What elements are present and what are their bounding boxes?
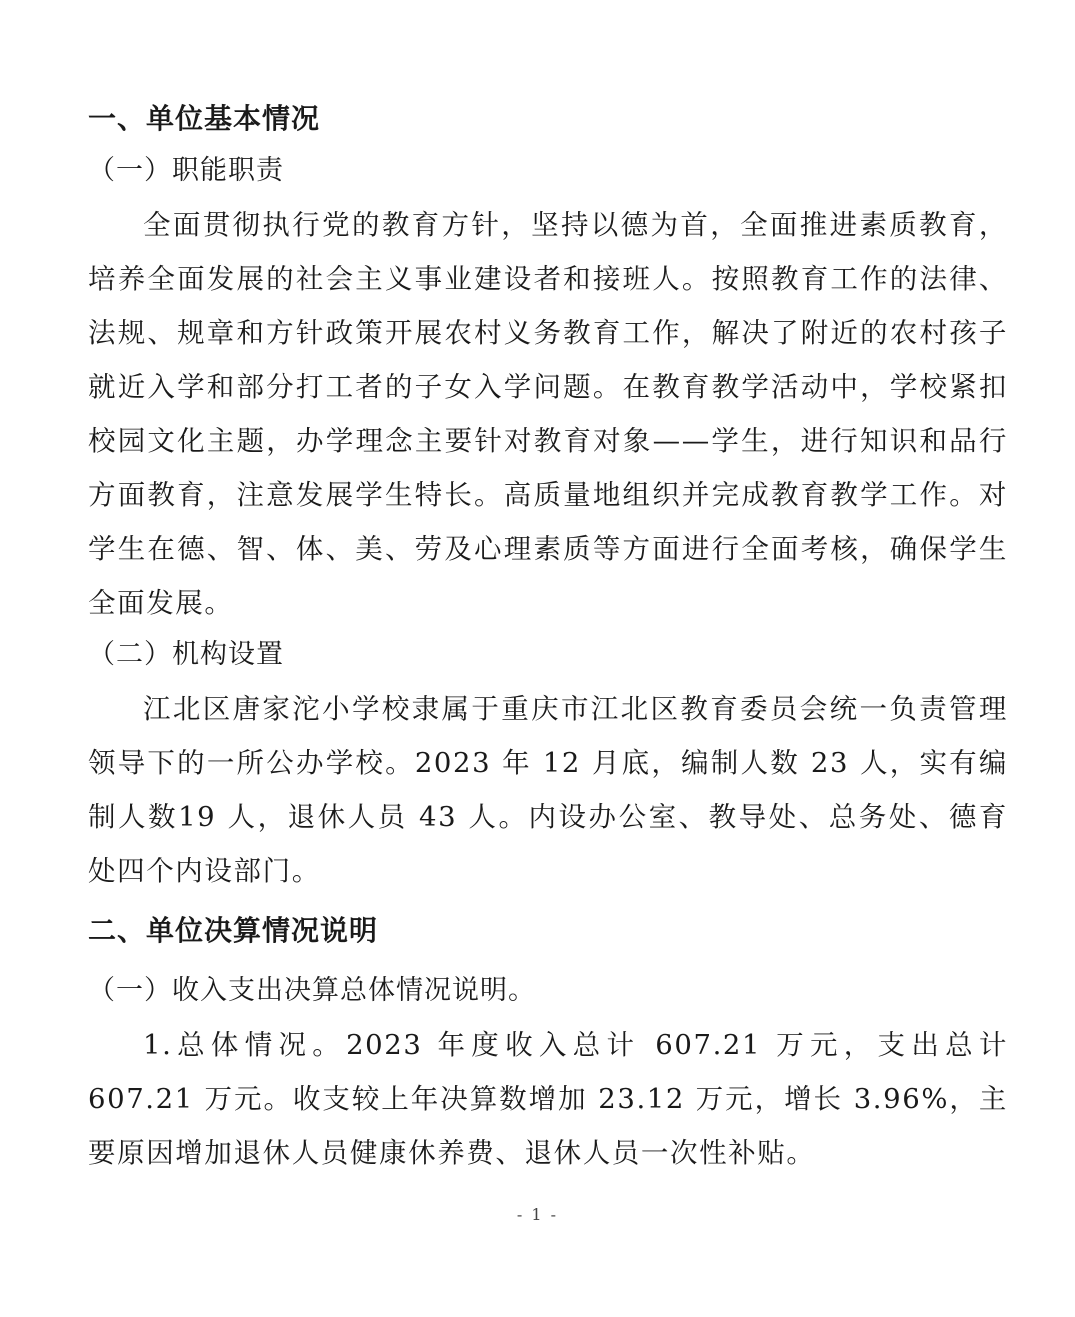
section-2-sub-1-heading: （一）收入支出决算总体情况说明。 — [88, 975, 536, 1006]
document-page — [88, 96, 1008, 1182]
overall-situation-paragraph: 1.总体情况。2023 年度收入总计 607.21 万元，支出总计 607.21 万元。收支较上年决算数增加 23.12 万元，增长 3.96%，主要原因增加退休人员健康休养费、退休人员一次性补贴。 — [88, 1029, 1008, 1169]
section-2-heading: 二、单位决算情况说明 — [88, 914, 379, 947]
page-number: - 1 - — [516, 1205, 559, 1224]
duties-paragraph: 全面贯彻执行党的教育方针，坚持以德为首，全面推进素质教育，培养全面发展的社会主义事业建设者和接班人。按照教育工作的法律、法规、规章和方针政策开展农村义务教育工作，解决了附近的农村孩子就近入学和部分打工者的子女入学问题。在教育教学活动中，学校紧扣校园文化主题，办学理念主要针对教育对象——学生，进行知识和品行方面教育，注意发展学生特长。高质量地组织并完成教育教学工作。对学生在德、智、体、美、劳及心理素质等方面进行全面考核，确保学生全面发展。 — [88, 209, 1008, 619]
organization-paragraph: 江北区唐家沱小学校隶属于重庆市江北区教育委员会统一负责管理领导下的一所公办学校。2023 年 12 月底，编制人数 23 人，实有编制人数19 人，退休人员 43 人。内设办公室、教导处、总务处、德育处四个内设部门。 — [88, 693, 1008, 887]
section-1-sub-1-heading: （一）职能职责 — [88, 155, 284, 186]
section-1-sub-2-heading: （二）机构设置 — [88, 639, 284, 670]
section-1-heading: 一、单位基本情况 — [88, 102, 321, 135]
